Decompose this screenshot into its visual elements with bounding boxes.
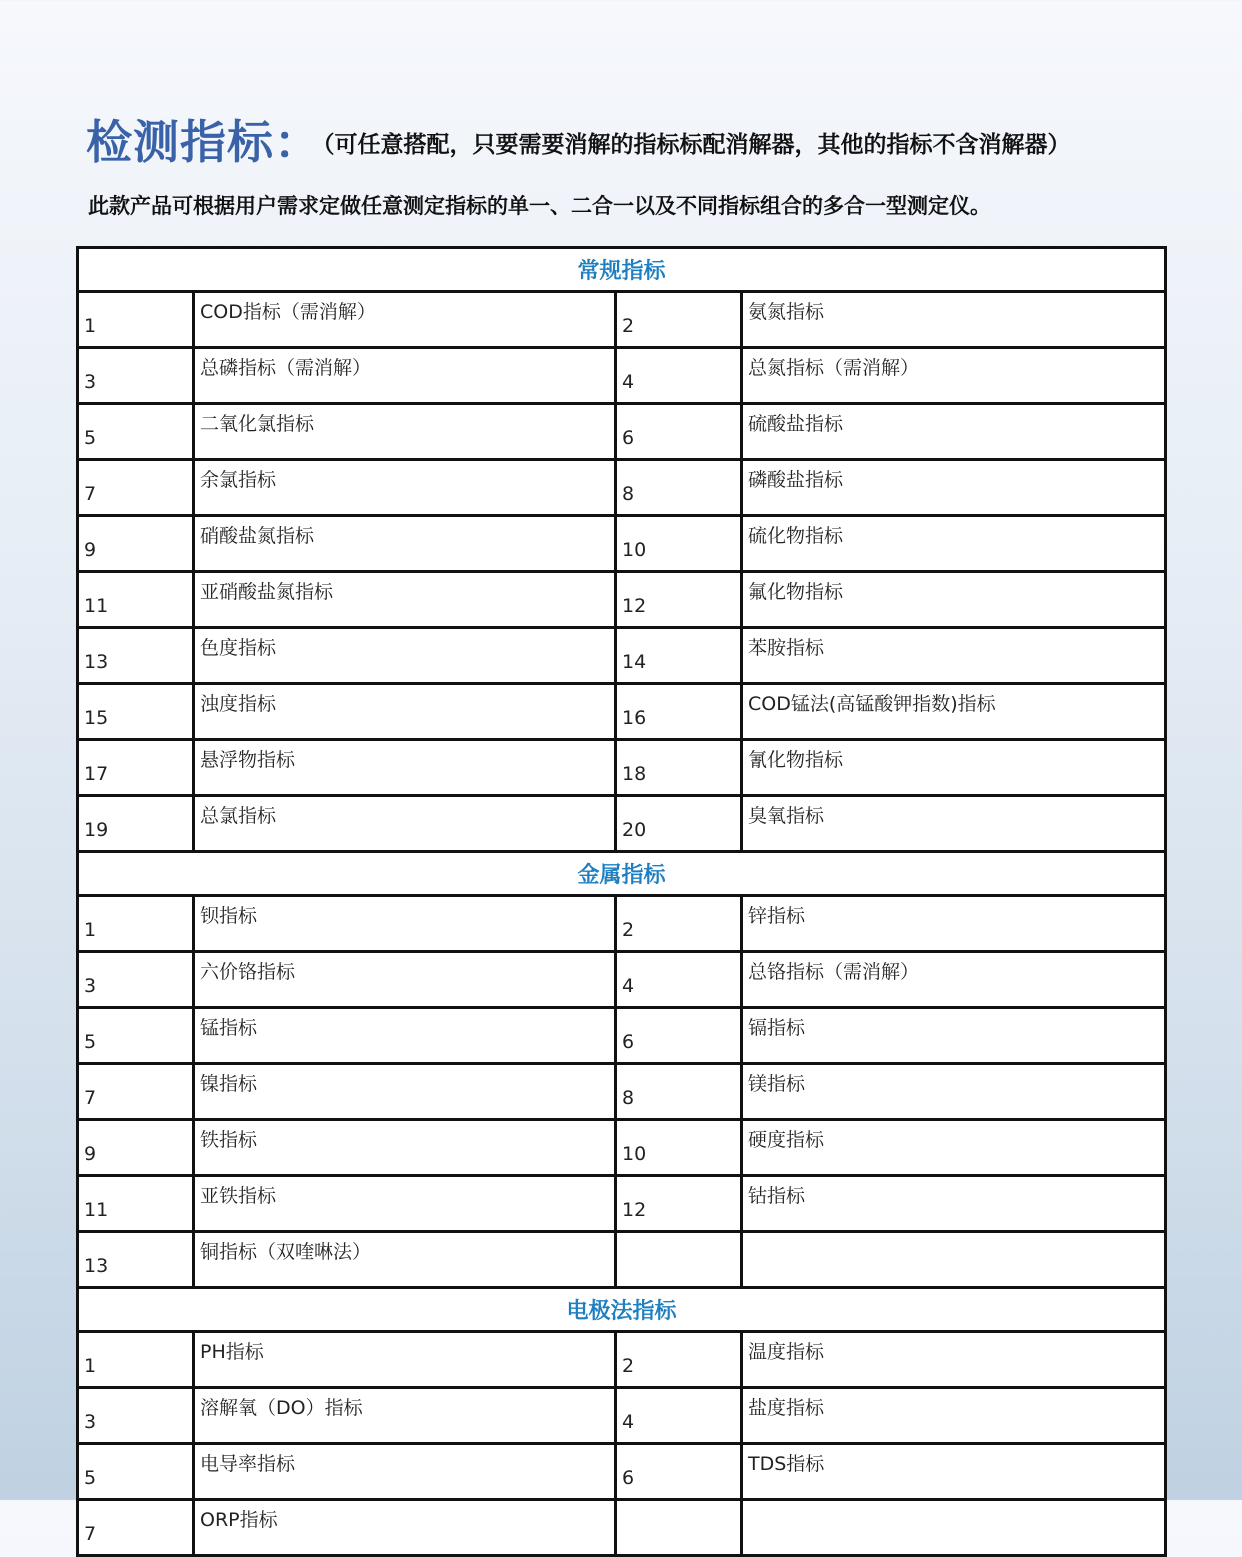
page-title: 检测指标： — [86, 115, 321, 169]
table-row — [78, 896, 1166, 952]
indicator-name: 浊度指标 — [194, 684, 616, 740]
indicator-name: 亚硝酸盐氮指标 — [194, 572, 616, 628]
indicator-name: 色度指标 — [194, 628, 616, 684]
indicator-number: 1 — [78, 1332, 194, 1388]
indicator-number: 16 — [616, 684, 742, 740]
indicator-name: COD锰法(高锰酸钾指数)指标 — [742, 684, 1166, 740]
indicator-number: 7 — [78, 1500, 194, 1556]
indicator-number: 13 — [78, 1232, 194, 1288]
section-title-electrode: 电极法指标 — [78, 1288, 1166, 1332]
table-row — [78, 1064, 1166, 1120]
indicator-name: 臭氧指标 — [742, 796, 1166, 852]
empty-cell — [616, 1500, 742, 1556]
indicator-number: 4 — [616, 1388, 742, 1444]
indicator-name: 钴指标 — [742, 1176, 1166, 1232]
indicator-number: 10 — [616, 1120, 742, 1176]
indicator-name: 铁指标 — [194, 1120, 616, 1176]
indicator-number: 3 — [78, 952, 194, 1008]
page-subtitle: 此款产品可根据用户需求定做任意测定指标的单一、二合一以及不同指标组合的多合一型测定仪。 — [88, 194, 991, 218]
indicator-number: 6 — [616, 1444, 742, 1500]
indicator-name: 二氧化氯指标 — [194, 404, 616, 460]
indicator-number: 5 — [78, 404, 194, 460]
indicator-number: 12 — [616, 1176, 742, 1232]
indicator-number: 13 — [78, 628, 194, 684]
empty-cell — [742, 1500, 1166, 1556]
indicator-name: TDS指标 — [742, 1444, 1166, 1500]
indicator-name: 苯胺指标 — [742, 628, 1166, 684]
indicator-name: 钡指标 — [194, 896, 616, 952]
indicator-number: 3 — [78, 1388, 194, 1444]
indicator-number: 20 — [616, 796, 742, 852]
indicator-name: 氟化物指标 — [742, 572, 1166, 628]
empty-cell — [616, 1232, 742, 1288]
indicator-name: 总氮指标（需消解） — [742, 348, 1166, 404]
indicator-name: 硫酸盐指标 — [742, 404, 1166, 460]
indicator-number: 7 — [78, 460, 194, 516]
indicator-number: 2 — [616, 292, 742, 348]
table-row — [78, 1444, 1166, 1500]
table-row — [78, 292, 1166, 348]
indicator-name: 温度指标 — [742, 1332, 1166, 1388]
indicator-number: 5 — [78, 1444, 194, 1500]
indicator-name: ORP指标 — [194, 1500, 616, 1556]
indicator-number: 19 — [78, 796, 194, 852]
indicator-name: 电导率指标 — [194, 1444, 616, 1500]
section-title-metal: 金属指标 — [78, 852, 1166, 896]
indicator-number: 12 — [616, 572, 742, 628]
table-row — [78, 628, 1166, 684]
indicator-name: COD指标（需消解） — [194, 292, 616, 348]
indicator-number: 1 — [78, 292, 194, 348]
indicator-name: 镁指标 — [742, 1064, 1166, 1120]
indicator-name: 锰指标 — [194, 1008, 616, 1064]
indicator-number: 14 — [616, 628, 742, 684]
indicator-name: 六价铬指标 — [194, 952, 616, 1008]
indicator-number: 6 — [616, 404, 742, 460]
table-row — [78, 740, 1166, 796]
section-header-row-electrode — [78, 1288, 1166, 1332]
table-row — [78, 1500, 1166, 1556]
table-row — [78, 404, 1166, 460]
indicator-number: 18 — [616, 740, 742, 796]
indicator-name: 氰化物指标 — [742, 740, 1166, 796]
indicator-number: 4 — [616, 348, 742, 404]
indicator-name: 氨氮指标 — [742, 292, 1166, 348]
indicator-number: 2 — [616, 1332, 742, 1388]
indicator-name: 硝酸盐氮指标 — [194, 516, 616, 572]
indicator-name: 亚铁指标 — [194, 1176, 616, 1232]
page-heading — [86, 106, 1206, 176]
table-row — [78, 1232, 1166, 1288]
table-row — [78, 348, 1166, 404]
indicator-number: 11 — [78, 1176, 194, 1232]
table-row — [78, 460, 1166, 516]
indicator-number: 6 — [616, 1008, 742, 1064]
indicator-number: 9 — [78, 1120, 194, 1176]
table-row — [78, 1332, 1166, 1388]
indicator-name: 硬度指标 — [742, 1120, 1166, 1176]
table-row — [78, 952, 1166, 1008]
indicator-name: 锌指标 — [742, 896, 1166, 952]
section-header-row-regular — [78, 248, 1166, 292]
indicator-name: 盐度指标 — [742, 1388, 1166, 1444]
indicator-number: 4 — [616, 952, 742, 1008]
table-row — [78, 1008, 1166, 1064]
table-row — [78, 1388, 1166, 1444]
indicator-number: 11 — [78, 572, 194, 628]
indicator-number: 9 — [78, 516, 194, 572]
indicator-number: 15 — [78, 684, 194, 740]
table-row — [78, 1176, 1166, 1232]
indicator-name: 镍指标 — [194, 1064, 616, 1120]
empty-cell — [742, 1232, 1166, 1288]
section-title-regular: 常规指标 — [78, 248, 1166, 292]
table-row — [78, 684, 1166, 740]
table-row — [78, 796, 1166, 852]
title-note: （可任意搭配，只要需要消解的指标标配消解器，其他的指标不含消解器） — [323, 132, 1071, 158]
indicator-name: 总氯指标 — [194, 796, 616, 852]
indicator-number: 1 — [78, 896, 194, 952]
indicator-name: 硫化物指标 — [742, 516, 1166, 572]
indicator-number: 8 — [616, 1064, 742, 1120]
indicator-number: 17 — [78, 740, 194, 796]
indicator-number: 10 — [616, 516, 742, 572]
indicator-name: PH指标 — [194, 1332, 616, 1388]
indicator-name: 总铬指标（需消解） — [742, 952, 1166, 1008]
table-row — [78, 516, 1166, 572]
indicator-table — [76, 246, 1167, 1557]
indicator-number: 2 — [616, 896, 742, 952]
indicator-name: 余氯指标 — [194, 460, 616, 516]
indicator-name: 铜指标（双喹啉法） — [194, 1232, 616, 1288]
table-row — [78, 1120, 1166, 1176]
indicator-number: 3 — [78, 348, 194, 404]
indicator-name: 溶解氧（DO）指标 — [194, 1388, 616, 1444]
table-row — [78, 572, 1166, 628]
indicator-name: 总磷指标（需消解） — [194, 348, 616, 404]
indicator-name: 悬浮物指标 — [194, 740, 616, 796]
indicator-number: 8 — [616, 460, 742, 516]
indicator-name: 镉指标 — [742, 1008, 1166, 1064]
indicator-number: 5 — [78, 1008, 194, 1064]
section-header-row-metal — [78, 852, 1166, 896]
indicator-name: 磷酸盐指标 — [742, 460, 1166, 516]
indicator-number: 7 — [78, 1064, 194, 1120]
